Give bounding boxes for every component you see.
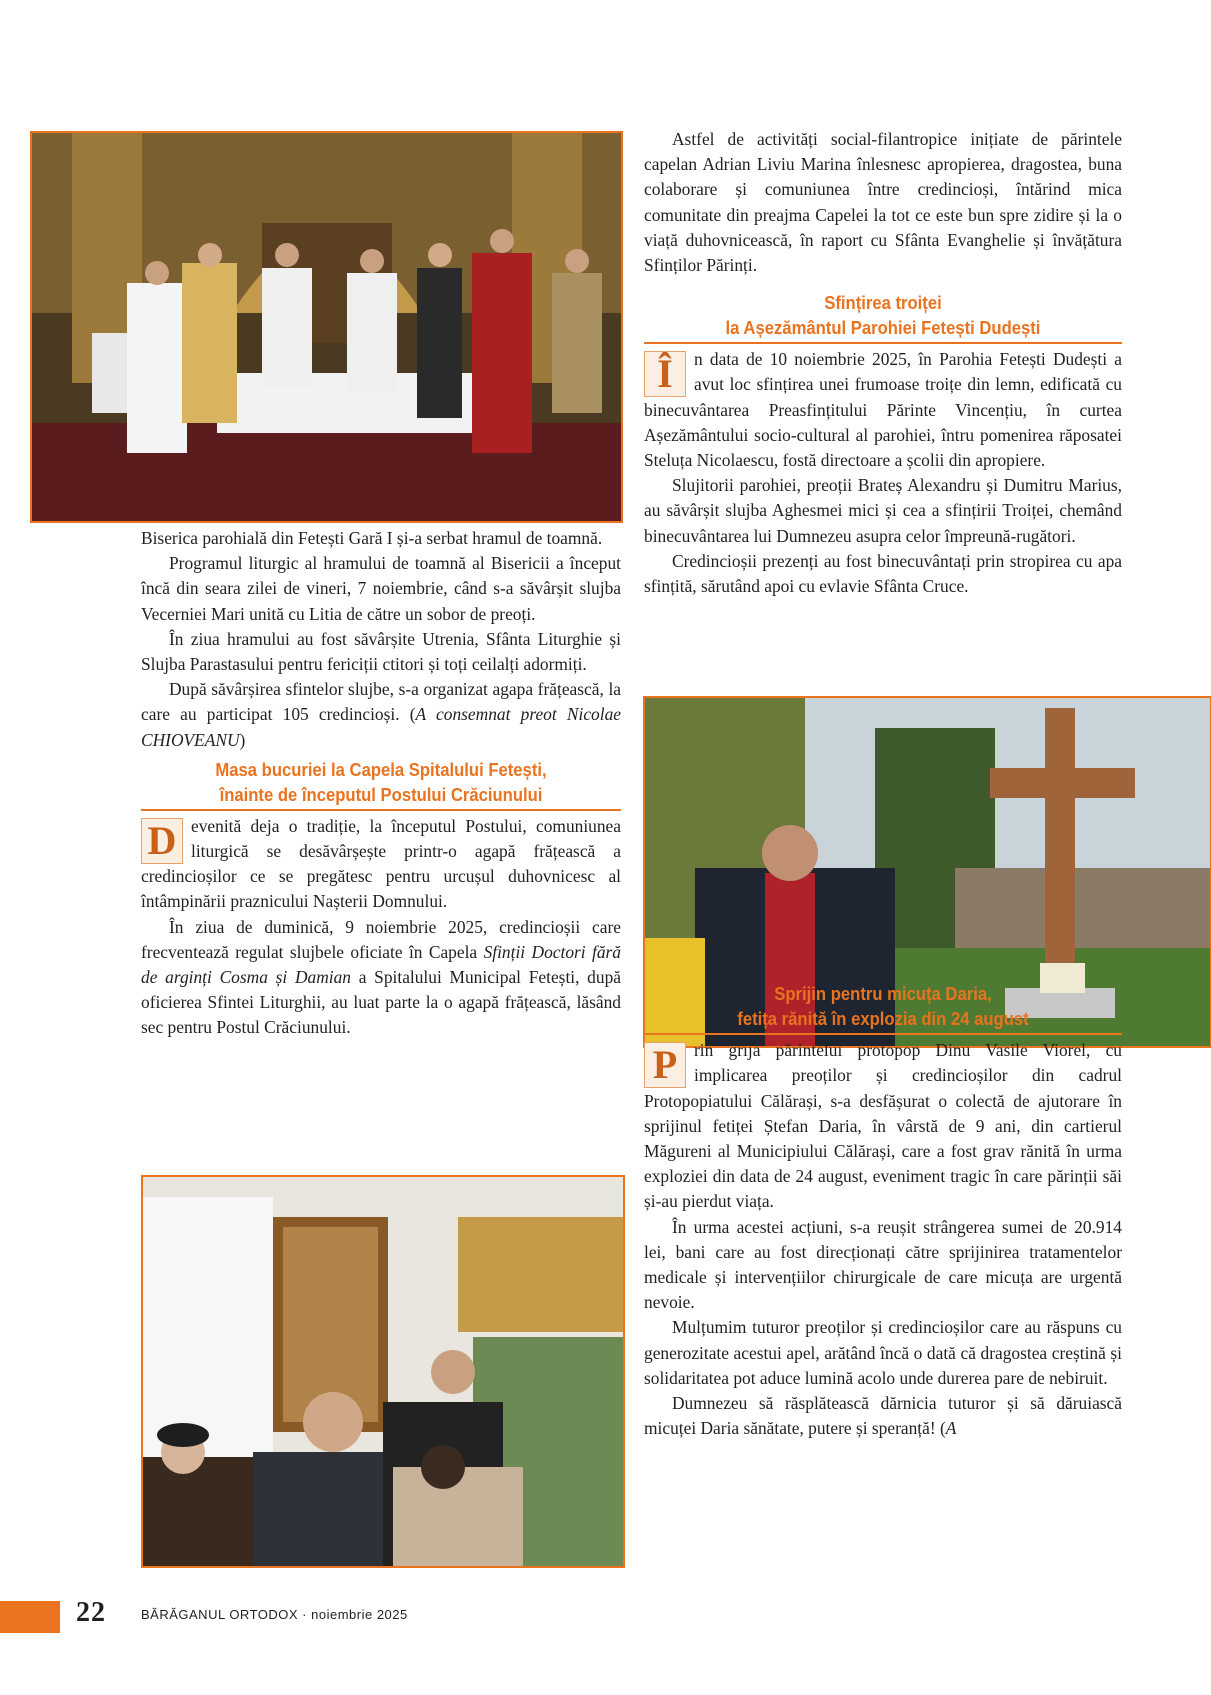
paragraph [644, 347, 1122, 473]
paragraph: Astfel de activități social-filantropice inițiate de părintele capelan Adrian Liviu Marina înlesnesc apropierea, dragostea, buna colaborare și comuniunea între credincioși, întărind mica comunitate din preajma Capelei la tot ce este bun spre zidire și la o viață duhovnicească, în raport cu Sfânta Evanghelie și învățătura Sfinților Părinți. [644, 129, 1122, 276]
paragraph [141, 814, 621, 915]
headline-line-2: la Așezământul Parohiei Fetești Dudești [725, 317, 1041, 339]
paragraph [141, 915, 621, 1041]
headline-rule [141, 809, 621, 811]
headline-line-1: Masa bucuriei la Capela Spitalului Fetești, [215, 758, 547, 780]
headline-line-2: fetița rănită în explozia din 24 august [737, 1008, 1029, 1030]
paragraph-text: a Spitalului Municipal Fetești, după oficierea Sfintei Liturghii, au luat parte la o agapă frățească, lăsând sec pentru Postul Crăciunului. [141, 967, 621, 1038]
author-credit: A consemnat preot Nicolae [415, 704, 621, 725]
paragraph-text: Dumnezeu să răsplătească dărnicia tuturor și să dăruiască micuței Daria sănătate, putere și speranță! ( [644, 1393, 1122, 1439]
paragraph: Programul liturgic al hramului de toamnă al Bisericii a început încă din seara zilei de vineri, 7 noiembrie, când s-a săvârșit slujba Vecerniei Mari unită cu Litia de către un sobor de preoți. [141, 553, 621, 624]
paragraph: Credincioșii prezenți au fost binecuvântați prin stropirea cu apa sfințită, sărutând apoi cu evlavie Sfânta Cruce. [644, 550, 1122, 597]
paragraph-text: În ziua de duminică, 9 noiembrie 2025, credincioșii care frecventează regulat slujbele oficiate în Capela [141, 916, 621, 962]
drop-cap: P [644, 1042, 686, 1088]
paragraph-text: rin grija părintelui protopop Dinu Vasile Viorel, cu implicarea preoților și credincioșilor din cadrul Protopopiatului Călărași, s-a desfășurat o colectă de ajutorare în sprijinul fetiței Ștefan Daria, în vârstă de 9 ani, din cartierul Măgureni al Municipiului Călărași, care a fost grav rănită în urma exploziei din data de 24 august, eveniment tragic în care părinții săi și-au pierdut viața. [644, 1040, 1122, 1212]
author-credit: A [945, 1418, 957, 1439]
drop-cap: Î [644, 351, 686, 397]
drop-cap: D [141, 818, 183, 864]
headline-line-1: Sprijin pentru micuța Daria, [774, 983, 992, 1005]
headline-line-1: Sfințirea troiței [824, 292, 942, 314]
headline-rule [644, 342, 1122, 344]
author-name: CHIOVEANU [141, 729, 240, 750]
publication-name: BĂRĂGANUL ORTODOX · noiembrie 2025 [141, 1607, 408, 1622]
paragraph: Mulțumim tuturor preoților și credincioșilor care au răspuns cu generozitate acestui apel, arătând încă o dată că dragostea creștină și solidaritatea pot aduce lumină acolo unde durerea pare de nebiruit. [644, 1317, 1122, 1388]
paragraph [644, 1391, 1122, 1441]
paragraph [141, 677, 621, 753]
right-column [644, 127, 1122, 1442]
page-number: 22 [76, 1597, 106, 1628]
paragraph: Slujitorii parohiei, preoții Brateș Alexandru și Dumitru Marius, au săvârșit slujba Aghesmei mici și cea a sfințirii Troiței, chemând binecuvântarea lui Dumnezeu asupra celor împreună-rugători. [644, 475, 1122, 546]
paragraph [644, 1038, 1122, 1214]
article-headline [165, 757, 597, 807]
paragraph-text: După săvârșirea sfintelor slujbe, s-a organizat agapa frățească, la care au participat 105 credincioși. ( [141, 679, 621, 725]
left-column [141, 526, 621, 1041]
chapel-name: Sfinții Doctori fără de arginți Cosma și Damian [141, 941, 621, 988]
article-headline [668, 981, 1098, 1031]
footer-accent-bar [0, 1601, 60, 1633]
paragraph: În ziua hramului au fost săvârșite Utrenia, Sfânta Liturghie și Slujba Parastasului pentru fericiții ctitori și toți ceilalți adormiți. [141, 628, 621, 675]
paragraph: Biserica parohială din Fetești Gară I și-a serbat hramul de toamnă. [141, 528, 603, 548]
paragraph: În urma acestei acțiuni, s-a reușit strângerea sumei de 20.914 lei, bani care au fost direcționați către sprijinirea tratamentelor medicale și intervențiilor chirurgicale de care micuța are urgentă nevoie. [644, 1216, 1122, 1313]
paragraph-text: n data de 10 noiembrie 2025, în Parohia Fetești Dudești a avut loc sfințirea unei frumoase troițe din lemn, edificată cu binecuvântarea Preasfințitului Părinte Vincențiu, în curtea Așezământului socio-cultural al parohiei, întru pomenirea răposatei Steluța Nicolaescu, fostă directoare a școlii din apropiere. [644, 349, 1122, 471]
headline-line-2: înainte de începutul Postului Crăciunului [219, 783, 543, 805]
photo-church-service [30, 131, 623, 523]
closing-paren: ) [239, 729, 246, 750]
headline-rule [644, 1033, 1122, 1035]
photo-chapel-agape [141, 1175, 625, 1568]
article-headline [668, 290, 1098, 340]
paragraph-text: evenită deja o tradiție, la începutul Postului, comuniunea liturgică se desăvârșește printr-o agapă frățească a credincioșilor ce se pregătesc pentru urcușul duhovnicesc al întâmpinării praznicului Nașterii Domnului. [141, 815, 621, 912]
